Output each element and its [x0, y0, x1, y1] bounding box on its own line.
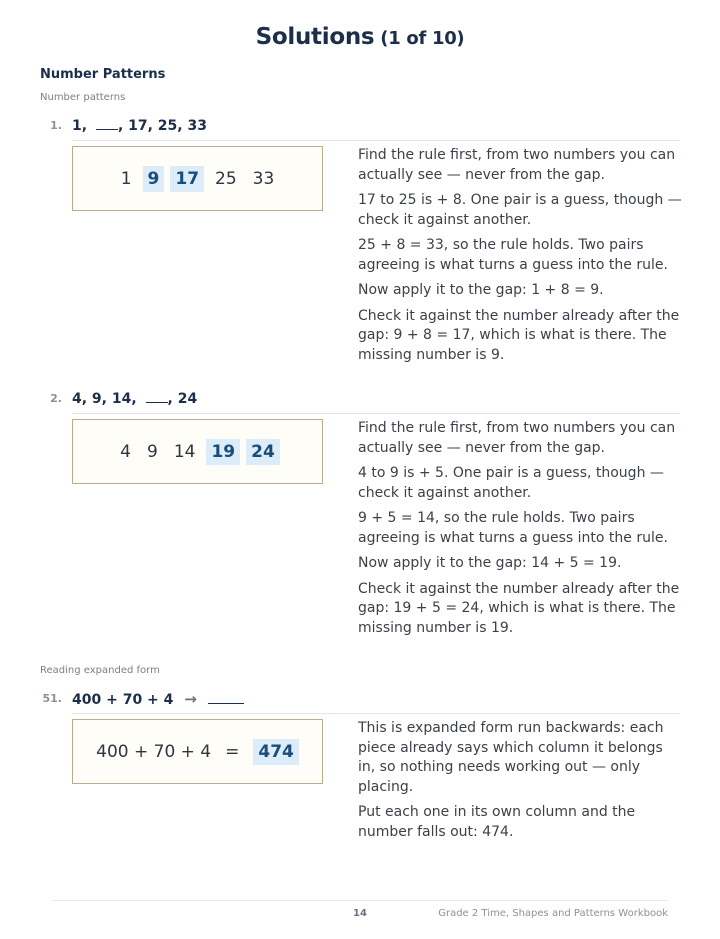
question-prompt: [72, 689, 244, 710]
explanation-step: 4 to 9 is + 5. One pair is a guess, though — check it against another.: [358, 465, 664, 501]
answer-blank: [96, 116, 118, 130]
sequence-number: 9: [147, 441, 158, 462]
divider: [72, 140, 680, 141]
sequence-number-highlighted: 9: [143, 166, 165, 192]
prompt-part: 1,: [72, 118, 88, 134]
question-prompt: [72, 116, 207, 136]
question-number: 2.: [50, 392, 62, 405]
answer-box: [72, 719, 323, 784]
title-main: Solutions: [255, 24, 375, 50]
divider: [72, 413, 680, 414]
answer-box: [72, 419, 323, 484]
prompt-part: 4, 9, 14,: [72, 391, 137, 407]
arrow-right-icon: →: [184, 690, 197, 708]
sequence-number-highlighted: 17: [170, 166, 204, 192]
question-prompt: [72, 389, 197, 409]
footer-divider: [52, 900, 668, 901]
answer-blank: [208, 690, 244, 704]
explanation-step: Check it against the number already after the gap: 9 + 8 = 17, which is what is there. The missing number is 9.: [358, 307, 680, 363]
explanation-step: 25 + 8 = 33, so the rule holds. Two pairs agreeing is what turns a guess into the rule.: [358, 237, 668, 273]
explanation-step: 9 + 5 = 14, so the rule holds. Two pairs agreeing is what turns a guess into the rule.: [358, 510, 668, 546]
question-2: [40, 389, 680, 639]
number-sequence: [116, 166, 280, 192]
answer-highlighted: 474: [253, 739, 299, 765]
section-heading: Number Patterns: [40, 67, 166, 82]
sequence-number: 25: [215, 168, 237, 189]
subsection-label: Reading expanded form: [40, 665, 160, 676]
expression: 400 + 70 + 4: [96, 741, 212, 762]
answer-box: [72, 146, 323, 211]
prompt-part: 400 + 70 + 4: [72, 692, 174, 708]
explanation: [358, 146, 683, 371]
question-number: 1.: [50, 119, 62, 132]
sequence-number: 1: [120, 168, 132, 189]
equals-sign: =: [225, 741, 240, 762]
explanation-step: Find the rule first, from two numbers you can actually see — never from the gap.: [358, 147, 676, 183]
subsection-label: Number patterns: [40, 92, 126, 103]
explanation-step: 17 to 25 is + 8. One pair is a guess, though — check it against another.: [358, 192, 682, 228]
explanation: [358, 719, 683, 848]
prompt-part: , 17, 25, 33: [117, 118, 207, 134]
sequence-number-highlighted: 19: [206, 439, 240, 465]
page-title: [0, 24, 720, 50]
question-number: 51.: [42, 692, 62, 705]
explanation-step: Find the rule first, from two numbers you can actually see — never from the gap.: [358, 420, 676, 456]
sequence-number-highlighted: 24: [246, 439, 280, 465]
question-1: [40, 116, 680, 366]
question-51: [40, 689, 680, 939]
title-sub: (1 of 10): [380, 28, 465, 49]
divider: [72, 713, 680, 714]
sequence-number: 4: [120, 441, 131, 462]
sequence-number: 33: [252, 168, 275, 189]
explanation-step: Put each one in its own column and the number falls out: 474.: [358, 804, 636, 840]
prompt-part: , 24: [167, 391, 198, 407]
expanded-form-equation: [96, 739, 299, 765]
footer-book-title: Grade 2 Time, Shapes and Patterns Workbook: [438, 908, 668, 919]
explanation-step: This is expanded form run backwards: each piece already says which column it belongs in, so nothing needs working out — only placing.: [358, 720, 664, 795]
explanation-step: Now apply it to the gap: 14 + 5 = 19.: [358, 555, 622, 571]
explanation-step: Now apply it to the gap: 1 + 8 = 9.: [358, 282, 604, 298]
page-number: 14: [353, 908, 367, 919]
explanation: [358, 419, 683, 644]
explanation-step: Check it against the number already after the gap: 19 + 5 = 24, which is what is there. The missing number is 19.: [358, 580, 680, 636]
sequence-number: 14: [173, 441, 196, 462]
number-sequence: [115, 439, 280, 465]
answer-blank: [146, 389, 168, 403]
